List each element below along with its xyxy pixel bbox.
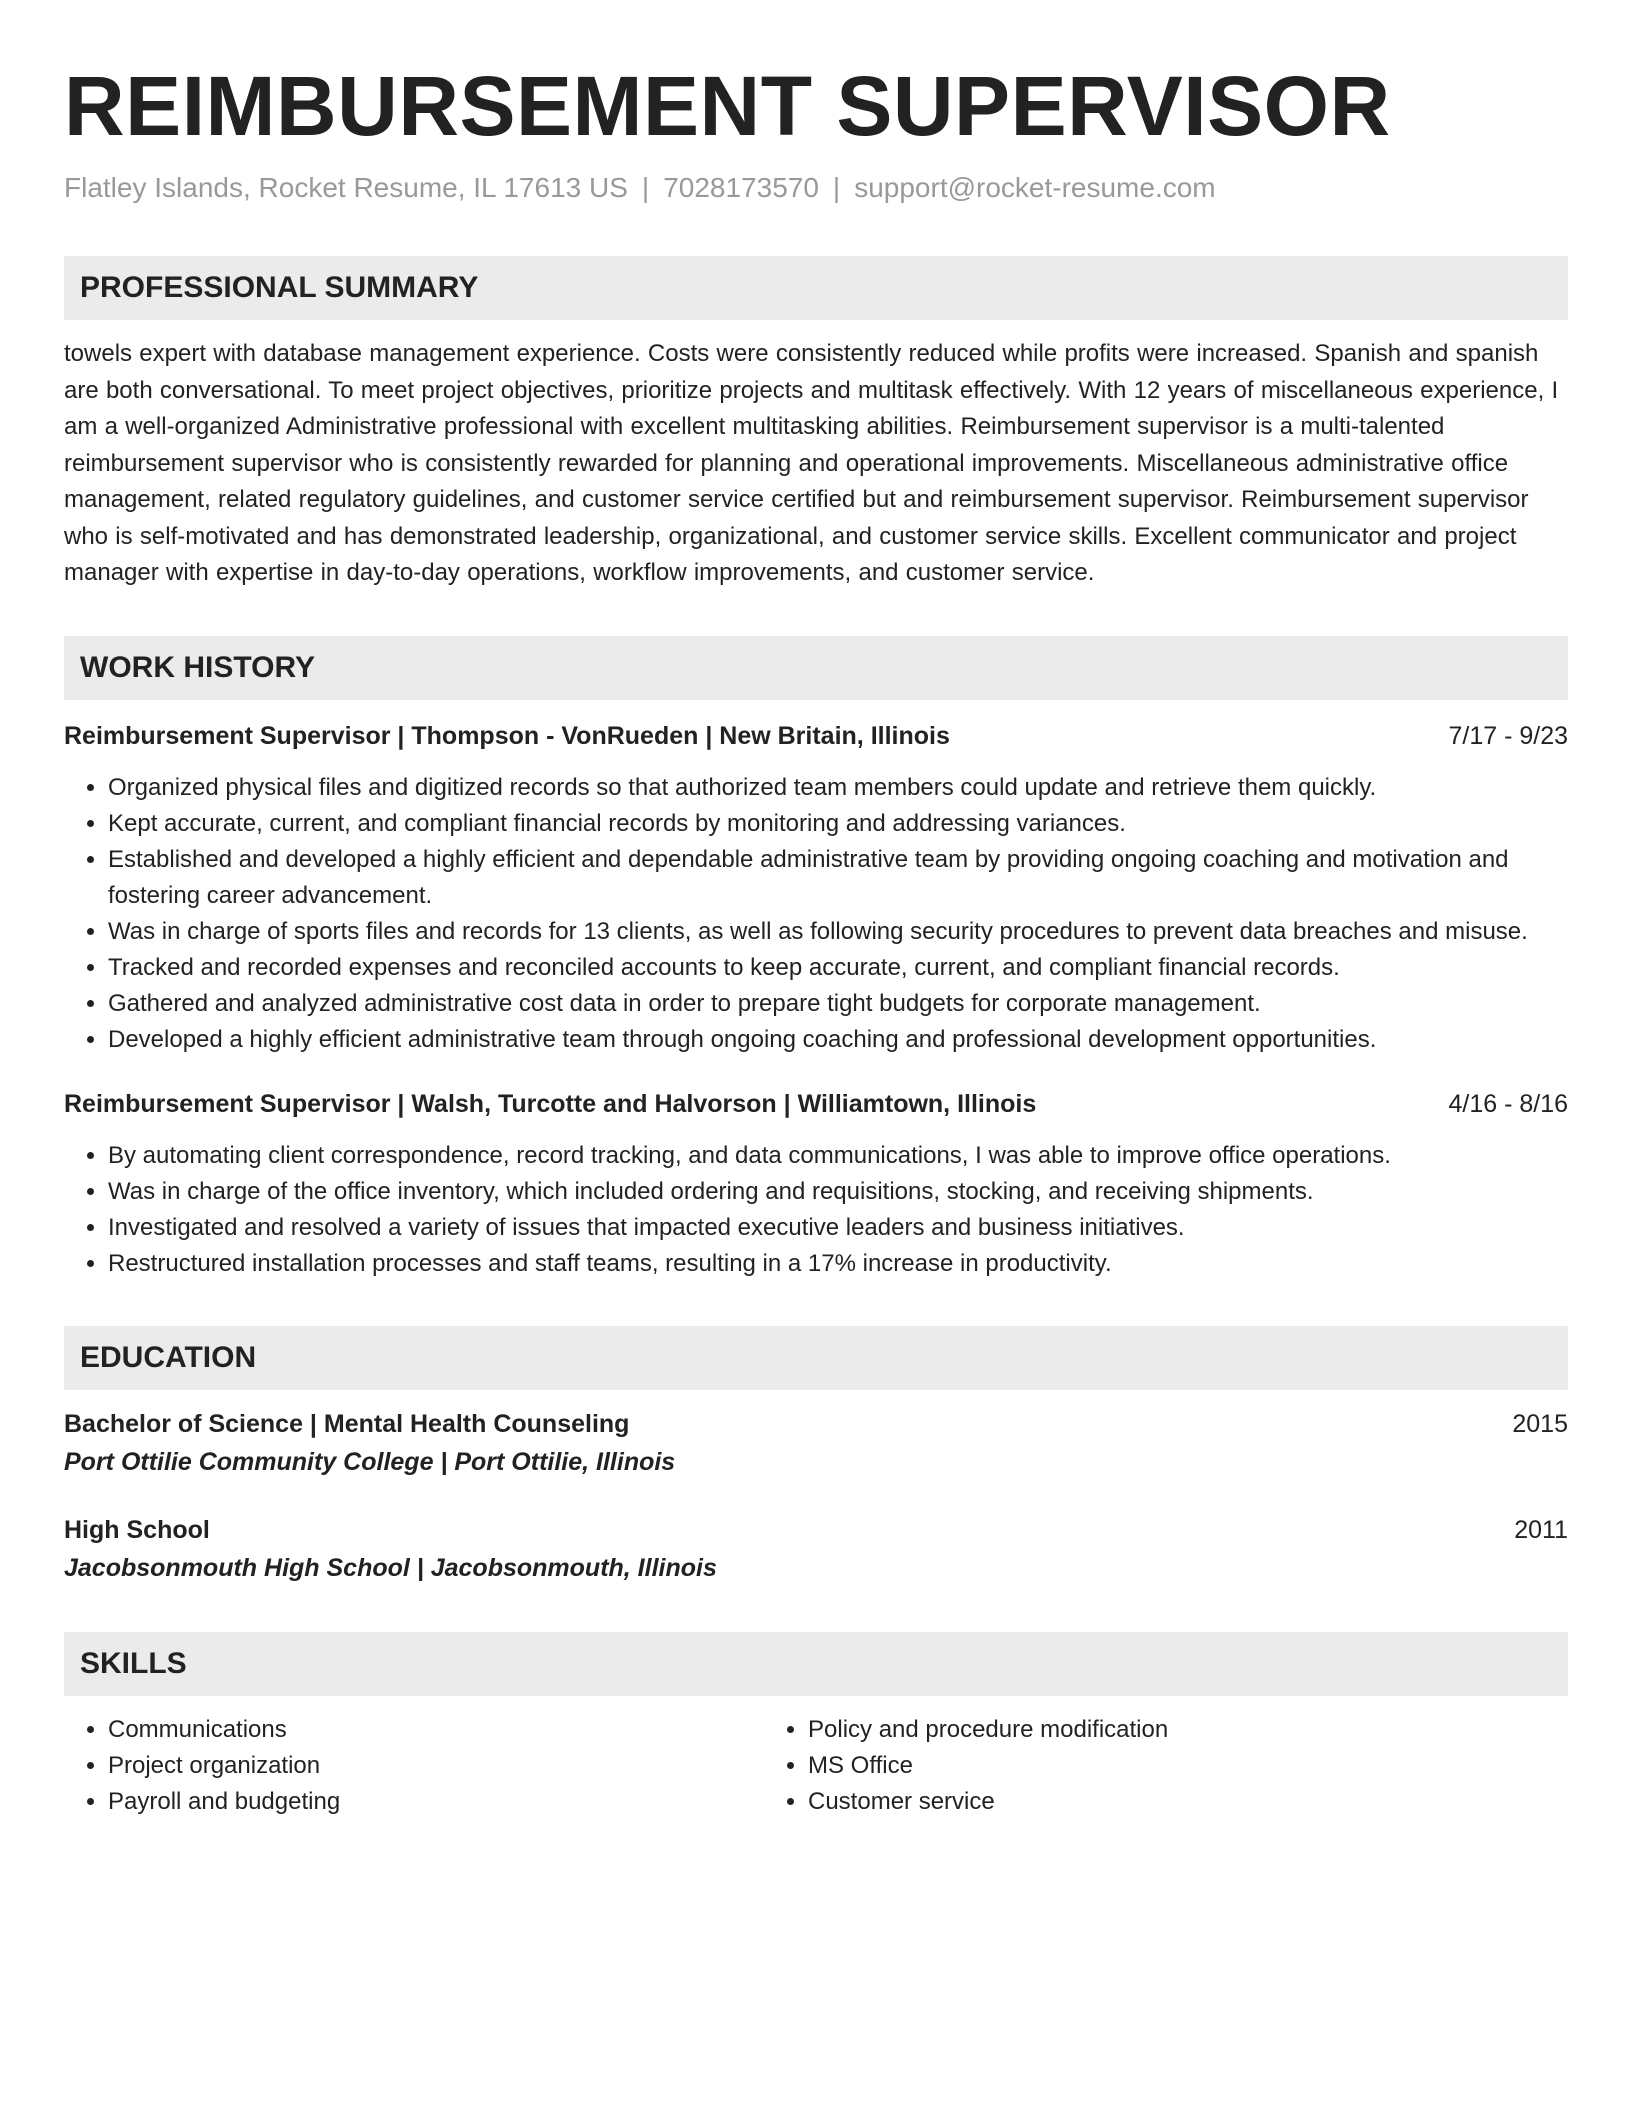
job-dates: 4/16 - 8/16: [1448, 1089, 1568, 1118]
section-header-education: EDUCATION: [64, 1326, 1568, 1390]
skill-item: • Project organization: [108, 1748, 764, 1784]
skills-column-left: [64, 1712, 764, 1820]
job-bullet: • Was in charge of sports files and records for 13 clients, as well as following security procedures to prevent data breaches and misuse.: [108, 914, 1568, 950]
job-title: Reimbursement Supervisor | Walsh, Turcotte and Halvorson | Williamtown, Illinois: [64, 1089, 1037, 1118]
job-bullet: • Established and developed a highly efficient and dependable administrative team by providing ongoing coaching and motivation and fostering career advancement.: [108, 842, 1568, 914]
job-bullet: • Restructured installation processes and staff teams, resulting in a 17% increase in productivity.: [108, 1246, 1568, 1282]
candidate-name: REIMBURSEMENT SUPERVISOR: [64, 59, 1391, 153]
section-header-work-history: WORK HISTORY: [64, 636, 1568, 700]
job-entry: [64, 718, 1568, 1058]
education-year: 2015: [1512, 1409, 1568, 1438]
job-bullet: • By automating client correspondence, record tracking, and data communications, I was able to improve office operations.: [108, 1138, 1568, 1174]
job-title: Reimbursement Supervisor | Thompson - VonRueden | New Britain, Illinois: [64, 721, 950, 750]
skill-item: • Policy and procedure modification: [808, 1712, 1464, 1748]
job-bullet: • Kept accurate, current, and compliant financial records by monitoring and addressing variances.: [108, 806, 1568, 842]
education-entry: [64, 1406, 1568, 1482]
contact-separator: |: [832, 172, 841, 203]
education-school: Jacobsonmouth High School | Jacobsonmouth, Illinois: [64, 1553, 717, 1582]
education-entry: [64, 1512, 1568, 1588]
education-degree: High School: [64, 1515, 210, 1544]
job-bullet: • Organized physical files and digitized records so that authorized team members could update and retrieve them quickly.: [108, 770, 1568, 806]
contact-email: support@rocket-resume.com: [854, 172, 1216, 203]
section-header-summary: PROFESSIONAL SUMMARY: [64, 256, 1568, 320]
skill-item: • Payroll and budgeting: [108, 1784, 764, 1820]
summary-text: towels expert with database management experience. Costs were consistently reduced while profits were increased. Spanish and spanish are both conversational. To meet project objectives, prioritize projects and multitask effectively. With 12 years of miscellaneous experience, I am a well-organized Administrative professional with excellent multitasking abilities. Reimbursement supervisor is a multi-talented reimbursement supervisor who is consistently rewarded for planning and operational improvements. Miscellaneous administrative office management, related regulatory guidelines, and customer service certified but and reimbursement supervisor. Reimbursement supervisor who is self-motivated and has demonstrated leadership, organizational, and customer service skills. Excellent communicator and project manager with expertise in day-to-day operations, workflow improvements, and customer service.: [64, 340, 1559, 586]
job-bullets: [64, 770, 1568, 1058]
job-bullet: • Developed a highly efficient administrative team through ongoing coaching and professional development opportunities.: [108, 1022, 1568, 1058]
job-bullet: • Tracked and recorded expenses and reconciled accounts to keep accurate, current, and compliant financial records.: [108, 950, 1568, 986]
job-header: [64, 1086, 1568, 1122]
section-header-skills: SKILLS: [64, 1632, 1568, 1696]
job-dates: 7/17 - 9/23: [1448, 721, 1568, 750]
skill-item: • Communications: [108, 1712, 764, 1748]
job-bullet: • Investigated and resolved a variety of issues that impacted executive leaders and business initiatives.: [108, 1210, 1568, 1246]
contact-separator: |: [641, 172, 650, 203]
education-header: [64, 1406, 1568, 1442]
job-bullet: • Gathered and analyzed administrative cost data in order to prepare tight budgets for corporate management.: [108, 986, 1568, 1022]
contact-phone: 7028173570: [663, 172, 819, 203]
skills-column-right: [764, 1712, 1464, 1820]
skill-item: • Customer service: [808, 1784, 1464, 1820]
contact-address: Flatley Islands, Rocket Resume, IL 17613 US: [64, 172, 628, 203]
skill-item: • MS Office: [808, 1748, 1464, 1784]
job-entry: [64, 1086, 1568, 1282]
skills-list: [64, 1712, 1568, 1820]
education-school: Port Ottilie Community College | Port Ottilie, Illinois: [64, 1447, 676, 1476]
contact-line: [64, 170, 1568, 206]
education-header: [64, 1512, 1568, 1548]
job-header: [64, 718, 1568, 754]
job-bullets: [64, 1138, 1568, 1282]
education-degree: Bachelor of Science | Mental Health Counseling: [64, 1409, 630, 1438]
job-bullet: • Was in charge of the office inventory, which included ordering and requisitions, stocking, and receiving shipments.: [108, 1174, 1568, 1210]
education-year: 2011: [1514, 1515, 1568, 1544]
